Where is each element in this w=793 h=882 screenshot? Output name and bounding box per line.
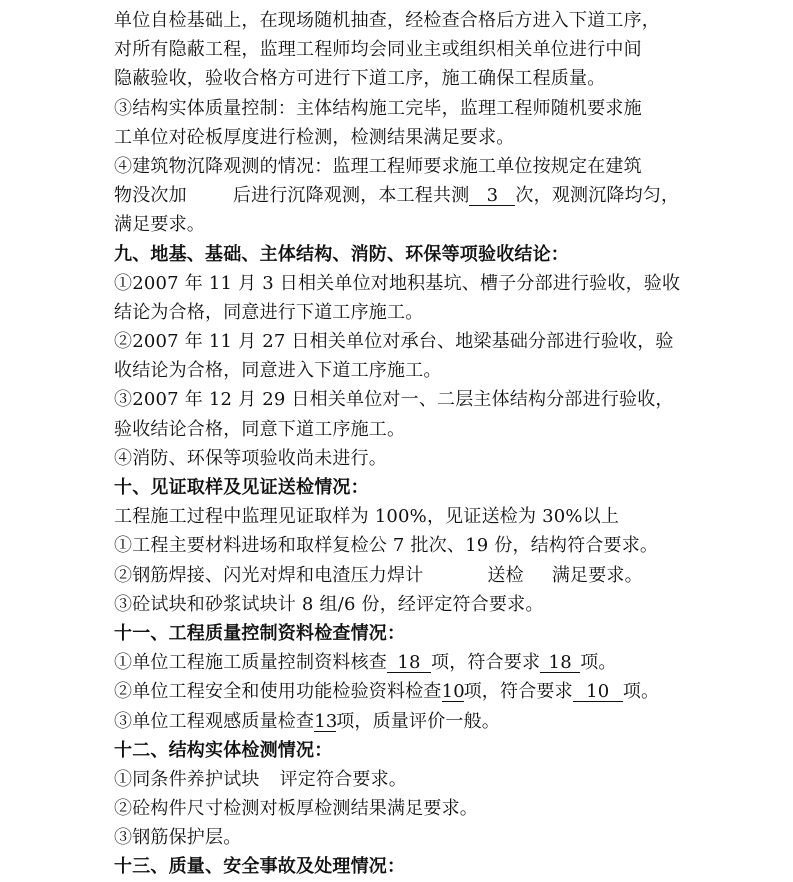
text-line: 验收结论合格，同意下道工序施工。 <box>114 418 406 440</box>
section-heading-12: 十二、结构实体检测情况： <box>114 739 333 761</box>
checked-count-blank: 13 <box>314 710 338 732</box>
text-line: ④消防、环保等项验收尚未进行。 <box>114 447 387 469</box>
text-fragment: 项。 <box>622 681 660 703</box>
checked-count-blank: 18 <box>387 654 431 673</box>
document-page <box>114 6 714 878</box>
text-fragment: 送检 <box>487 564 524 586</box>
text-line <box>114 765 714 794</box>
text-line: ①2007 年 11 月 3 日相关单位对地积基坑、槽子分部进行验收，验收 <box>114 272 681 294</box>
settlement-count-blank: 3 <box>469 187 515 206</box>
text-line: 结论为合格，同意进行下道工序施工。 <box>114 301 424 323</box>
text-line: 工单位对砼板厚度进行检测，检测结果满足要求。 <box>114 126 515 148</box>
text-line: 单位自检基础上，在现场随机抽查，经检查合格后方进入下道工序， <box>114 10 660 31</box>
text-line <box>114 181 714 210</box>
section-heading-10: 十、见证取样及见证送检情况： <box>114 477 369 498</box>
text-fragment: ②钢筋焊接、闪光对焊和电渣压力焊计 <box>114 564 424 586</box>
text-line: ②砼构件尺寸检测对板厚检测结果满足要求。 <box>114 798 478 820</box>
text-line: 工程施工过程中监理见证取样为 100%，见证送检为 30%以上 <box>114 506 620 528</box>
text-line: ③2007 年 12 月 29 日相关单位对一、二层主体结构分部进行验收， <box>114 389 674 411</box>
text-fragment: ②单位工程安全和使用功能检验资料检查 <box>114 681 442 703</box>
text-line: ②2007 年 11 月 27 日相关单位对承台、地梁基础分部进行验收，验 <box>114 331 674 353</box>
text-fragment: ①单位工程施工质量控制资料核查 <box>114 652 387 674</box>
text-fragment: 项。 <box>580 652 617 674</box>
text-line: 满足要求。 <box>114 214 205 236</box>
text-line: 收结论为合格，同意进入下道工序施工。 <box>114 360 442 382</box>
text-fragment: 满足要求。 <box>551 564 643 586</box>
text-line: ③砼试块和砂浆试块计 8 组/6 份，经评定符合要求。 <box>114 593 544 615</box>
text-fragment: 项，符合要求 <box>463 681 573 703</box>
section-heading-13: 十三、质量、安全事故及处理情况： <box>114 856 406 878</box>
passed-count-blank: 10 <box>573 683 623 702</box>
text-fragment: 物没次加 <box>114 185 187 207</box>
checked-count-blank: 10 <box>441 681 465 703</box>
text-line <box>114 677 714 706</box>
text-line: 对所有隐蔽工程，监理工程师均会同业主或组织相关单位进行中间 <box>114 39 642 61</box>
text-line <box>114 707 714 736</box>
text-line: ①工程主要材料进场和取样复检公 7 批次、19 份，结构符合要求。 <box>114 535 659 557</box>
passed-count-blank: 18 <box>540 654 580 673</box>
text-line <box>114 561 714 590</box>
section-heading-11: 十一、工程质量控制资料检查情况： <box>114 622 406 644</box>
text-fragment: ①同条件养护试块 <box>114 768 260 790</box>
text-fragment: 项，符合要求 <box>431 652 541 674</box>
text-fragment: 次，观测沉降均匀， <box>515 185 680 207</box>
text-fragment: 项，质量评价一般。 <box>336 710 501 732</box>
text-fragment: 后进行沉降观测，本工程共测 <box>232 185 470 207</box>
text-line: ④建筑物沉降观测的情况：监理工程师要求施工单位按规定在建筑 <box>114 155 642 177</box>
text-fragment: 评定符合要求。 <box>279 768 408 790</box>
text-line: ③钢筋保护层。 <box>114 827 242 849</box>
text-line: 隐蔽验收，验收合格方可进行下道工序，施工确保工程质量。 <box>114 68 606 90</box>
text-line: ③结构实体质量控制：主体结构施工完毕，监理工程师随机要求施 <box>114 97 642 119</box>
text-line <box>114 648 714 677</box>
section-heading-9: 九、地基、基础、主体结构、消防、环保等项验收结论： <box>114 243 569 265</box>
text-fragment: ③单位工程观感质量检查 <box>114 710 315 732</box>
